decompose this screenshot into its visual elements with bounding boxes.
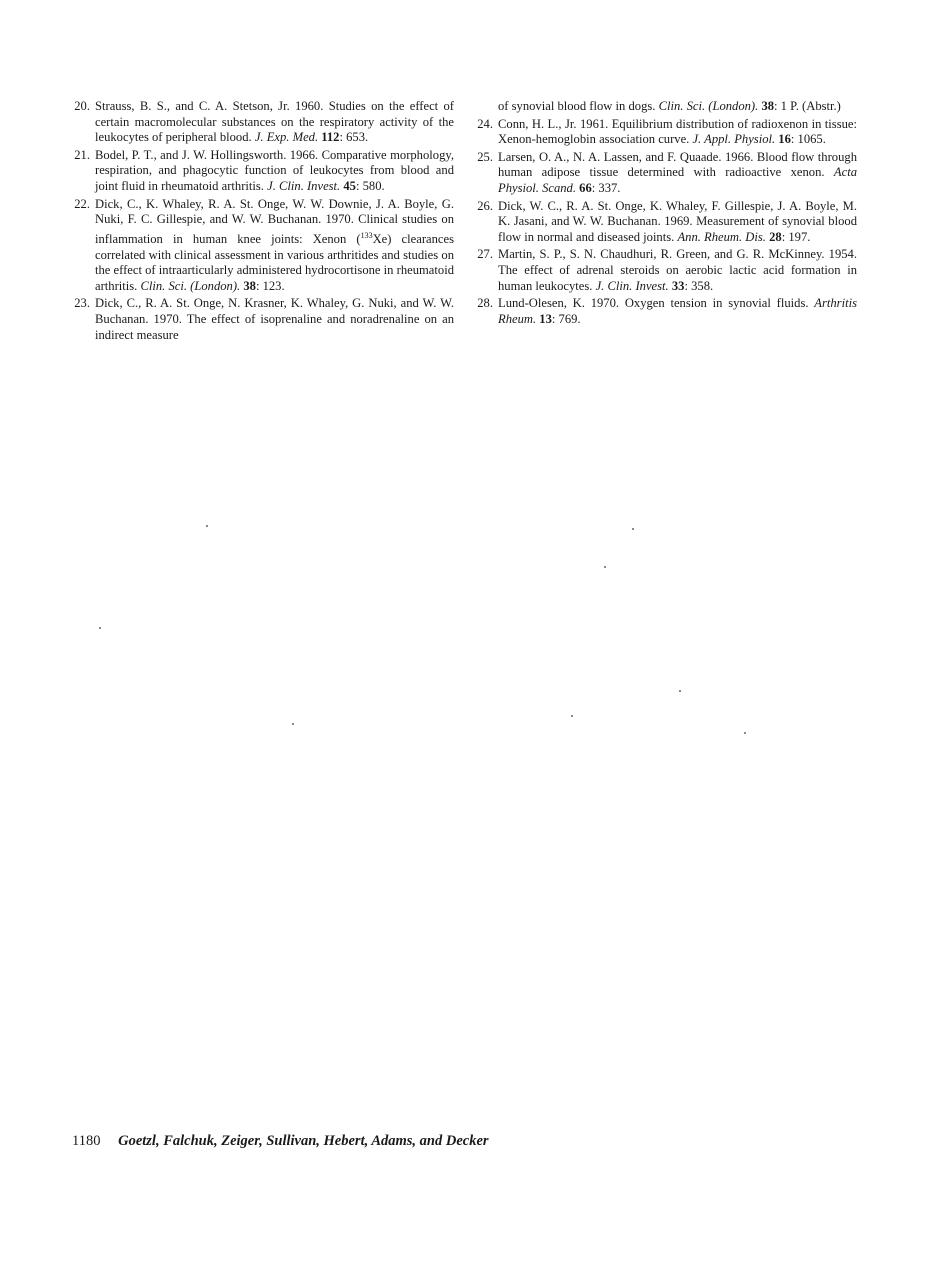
scan-speck xyxy=(99,627,101,629)
page-range: : 358. xyxy=(684,278,714,293)
journal-name: Arthritis Rheum. xyxy=(498,296,857,326)
reference-28 xyxy=(471,296,857,327)
reference-23-continuation xyxy=(471,99,857,115)
page-range: : 769. xyxy=(551,311,581,326)
reference-22 xyxy=(68,197,454,295)
page-range: : 1065. xyxy=(790,132,826,147)
scan-speck xyxy=(206,525,208,527)
reference-27 xyxy=(471,247,857,294)
reference-text: Larsen, O. A., N. A. Lassen, and F. Quaade. 1966. Blood flow through human adipose tissue determined with radioactive xenon. xyxy=(498,149,857,180)
reference-number: 27. xyxy=(477,247,493,262)
reference-text-continued: Xe) clearances correlated with clinical assessment in various arthritides and studies on the effect of intraarticularly administered hydrocortisone in rheumatoid arthritis. xyxy=(95,231,454,293)
volume-number: 13 xyxy=(539,311,552,326)
reference-text: Conn, H. L., Jr. 1961. Equilibrium distribution of radioxenon in tissue: Xenon-hemoglobin association curve. xyxy=(498,116,857,147)
volume-number: 28 xyxy=(769,229,782,244)
journal-name: J. Clin. Invest. xyxy=(595,278,669,293)
reference-number: 20. xyxy=(74,99,90,113)
scan-speck xyxy=(604,566,606,568)
reference-26 xyxy=(471,199,857,246)
reference-number: 23. xyxy=(74,296,90,311)
reference-23 xyxy=(68,296,454,343)
volume-number: 45 xyxy=(343,178,356,193)
reference-number: 25. xyxy=(477,149,493,164)
reference-text: Dick, C., R. A. St. Onge, N. Krasner, K. Whaley, G. Nuki, and W. W. Buchanan. 1970. The effect of isoprenaline and noradrenaline on an indirect measure xyxy=(95,296,454,342)
scan-speck xyxy=(744,732,746,734)
page-range: : 653. xyxy=(339,130,369,145)
reference-number: 28. xyxy=(477,296,493,311)
reference-number: 22. xyxy=(74,196,90,211)
reference-text: Martin, S. P., S. N. Chaudhuri, R. Green, and G. R. McKinney. 1954. The effect of adrenal steroids on aerobic lactic acid formation in human leukocytes. xyxy=(498,247,857,293)
journal-name: J. Exp. Med. xyxy=(254,130,319,145)
page-number: 1180 xyxy=(72,1133,101,1149)
scan-speck xyxy=(571,715,573,717)
reference-number: 24. xyxy=(477,116,493,131)
reference-text: of synovial blood flow in dogs. xyxy=(498,99,656,113)
page-range: : 123. xyxy=(255,278,285,293)
reference-25 xyxy=(471,150,857,197)
volume-number: 38 xyxy=(243,278,256,293)
reference-text: Lund-Olesen, K. 1970. Oxygen tension in synovial fluids. xyxy=(498,296,809,311)
volume-number: 33 xyxy=(671,278,685,293)
reference-text: Dick, C., K. Whaley, R. A. St. Onge, W. W. Downie, J. A. Boyle, G. Nuki, F. C. Gillespie, and W. W. Buchanan. 1970. Clinical studies on inflammation in human knee joints: Xenon ( xyxy=(95,196,454,246)
page-range: : 1 P. (Abstr.) xyxy=(774,99,841,113)
journal-name: Clin. Sci. (London). xyxy=(658,99,759,113)
page-range: : 337. xyxy=(591,180,621,195)
volume-number: 16 xyxy=(778,132,791,147)
journal-name: Clin. Sci. (London). xyxy=(140,278,241,293)
scan-speck xyxy=(679,690,681,692)
reference-number: 26. xyxy=(477,198,493,213)
left-column xyxy=(68,99,454,345)
right-column xyxy=(471,99,857,329)
volume-number: 38 xyxy=(761,99,775,113)
reference-24 xyxy=(471,117,857,148)
volume-number: 66 xyxy=(579,180,592,195)
reference-text: Bodel, P. T., and J. W. Hollingsworth. 1966. Comparative morphology, respiration, and phagocytic function of leukocytes from blood and joint fluid in rheumatoid arthritis. xyxy=(95,147,454,193)
running-authors: Goetzl, Falchuk, Zeiger, Sullivan, Hebert, Adams, and Decker xyxy=(118,1133,489,1149)
scan-speck xyxy=(632,528,634,530)
volume-number: 112 xyxy=(321,130,340,145)
journal-name: J. Clin. Invest. xyxy=(267,178,341,193)
page-range: : 197. xyxy=(781,229,811,244)
reference-number: 21. xyxy=(74,147,90,162)
journal-name: J. Appl. Physiol. xyxy=(692,132,776,147)
reference-text: Dick, W. C., R. A. St. Onge, K. Whaley, F. Gillespie, J. A. Boyle, M. K. Jasani, and W. W. Buchanan. 1969. Measurement of synovial blood flow in normal and diseased joints. xyxy=(498,198,857,244)
page-range: : 580. xyxy=(355,178,385,193)
journal-name: Acta Physiol. Scand. xyxy=(498,165,857,195)
page-footer xyxy=(72,1133,489,1150)
reference-20 xyxy=(68,99,454,146)
scan-speck xyxy=(292,723,294,725)
reference-21 xyxy=(68,148,454,195)
isotope-superscript: 133 xyxy=(360,230,373,240)
journal-name: Ann. Rheum. Dis. xyxy=(677,229,766,244)
reference-text: Strauss, B. S., and C. A. Stetson, Jr. 1960. Studies on the effect of certain macromolecular substances on the respiratory activity of the leukocytes of peripheral blood. xyxy=(95,99,454,145)
